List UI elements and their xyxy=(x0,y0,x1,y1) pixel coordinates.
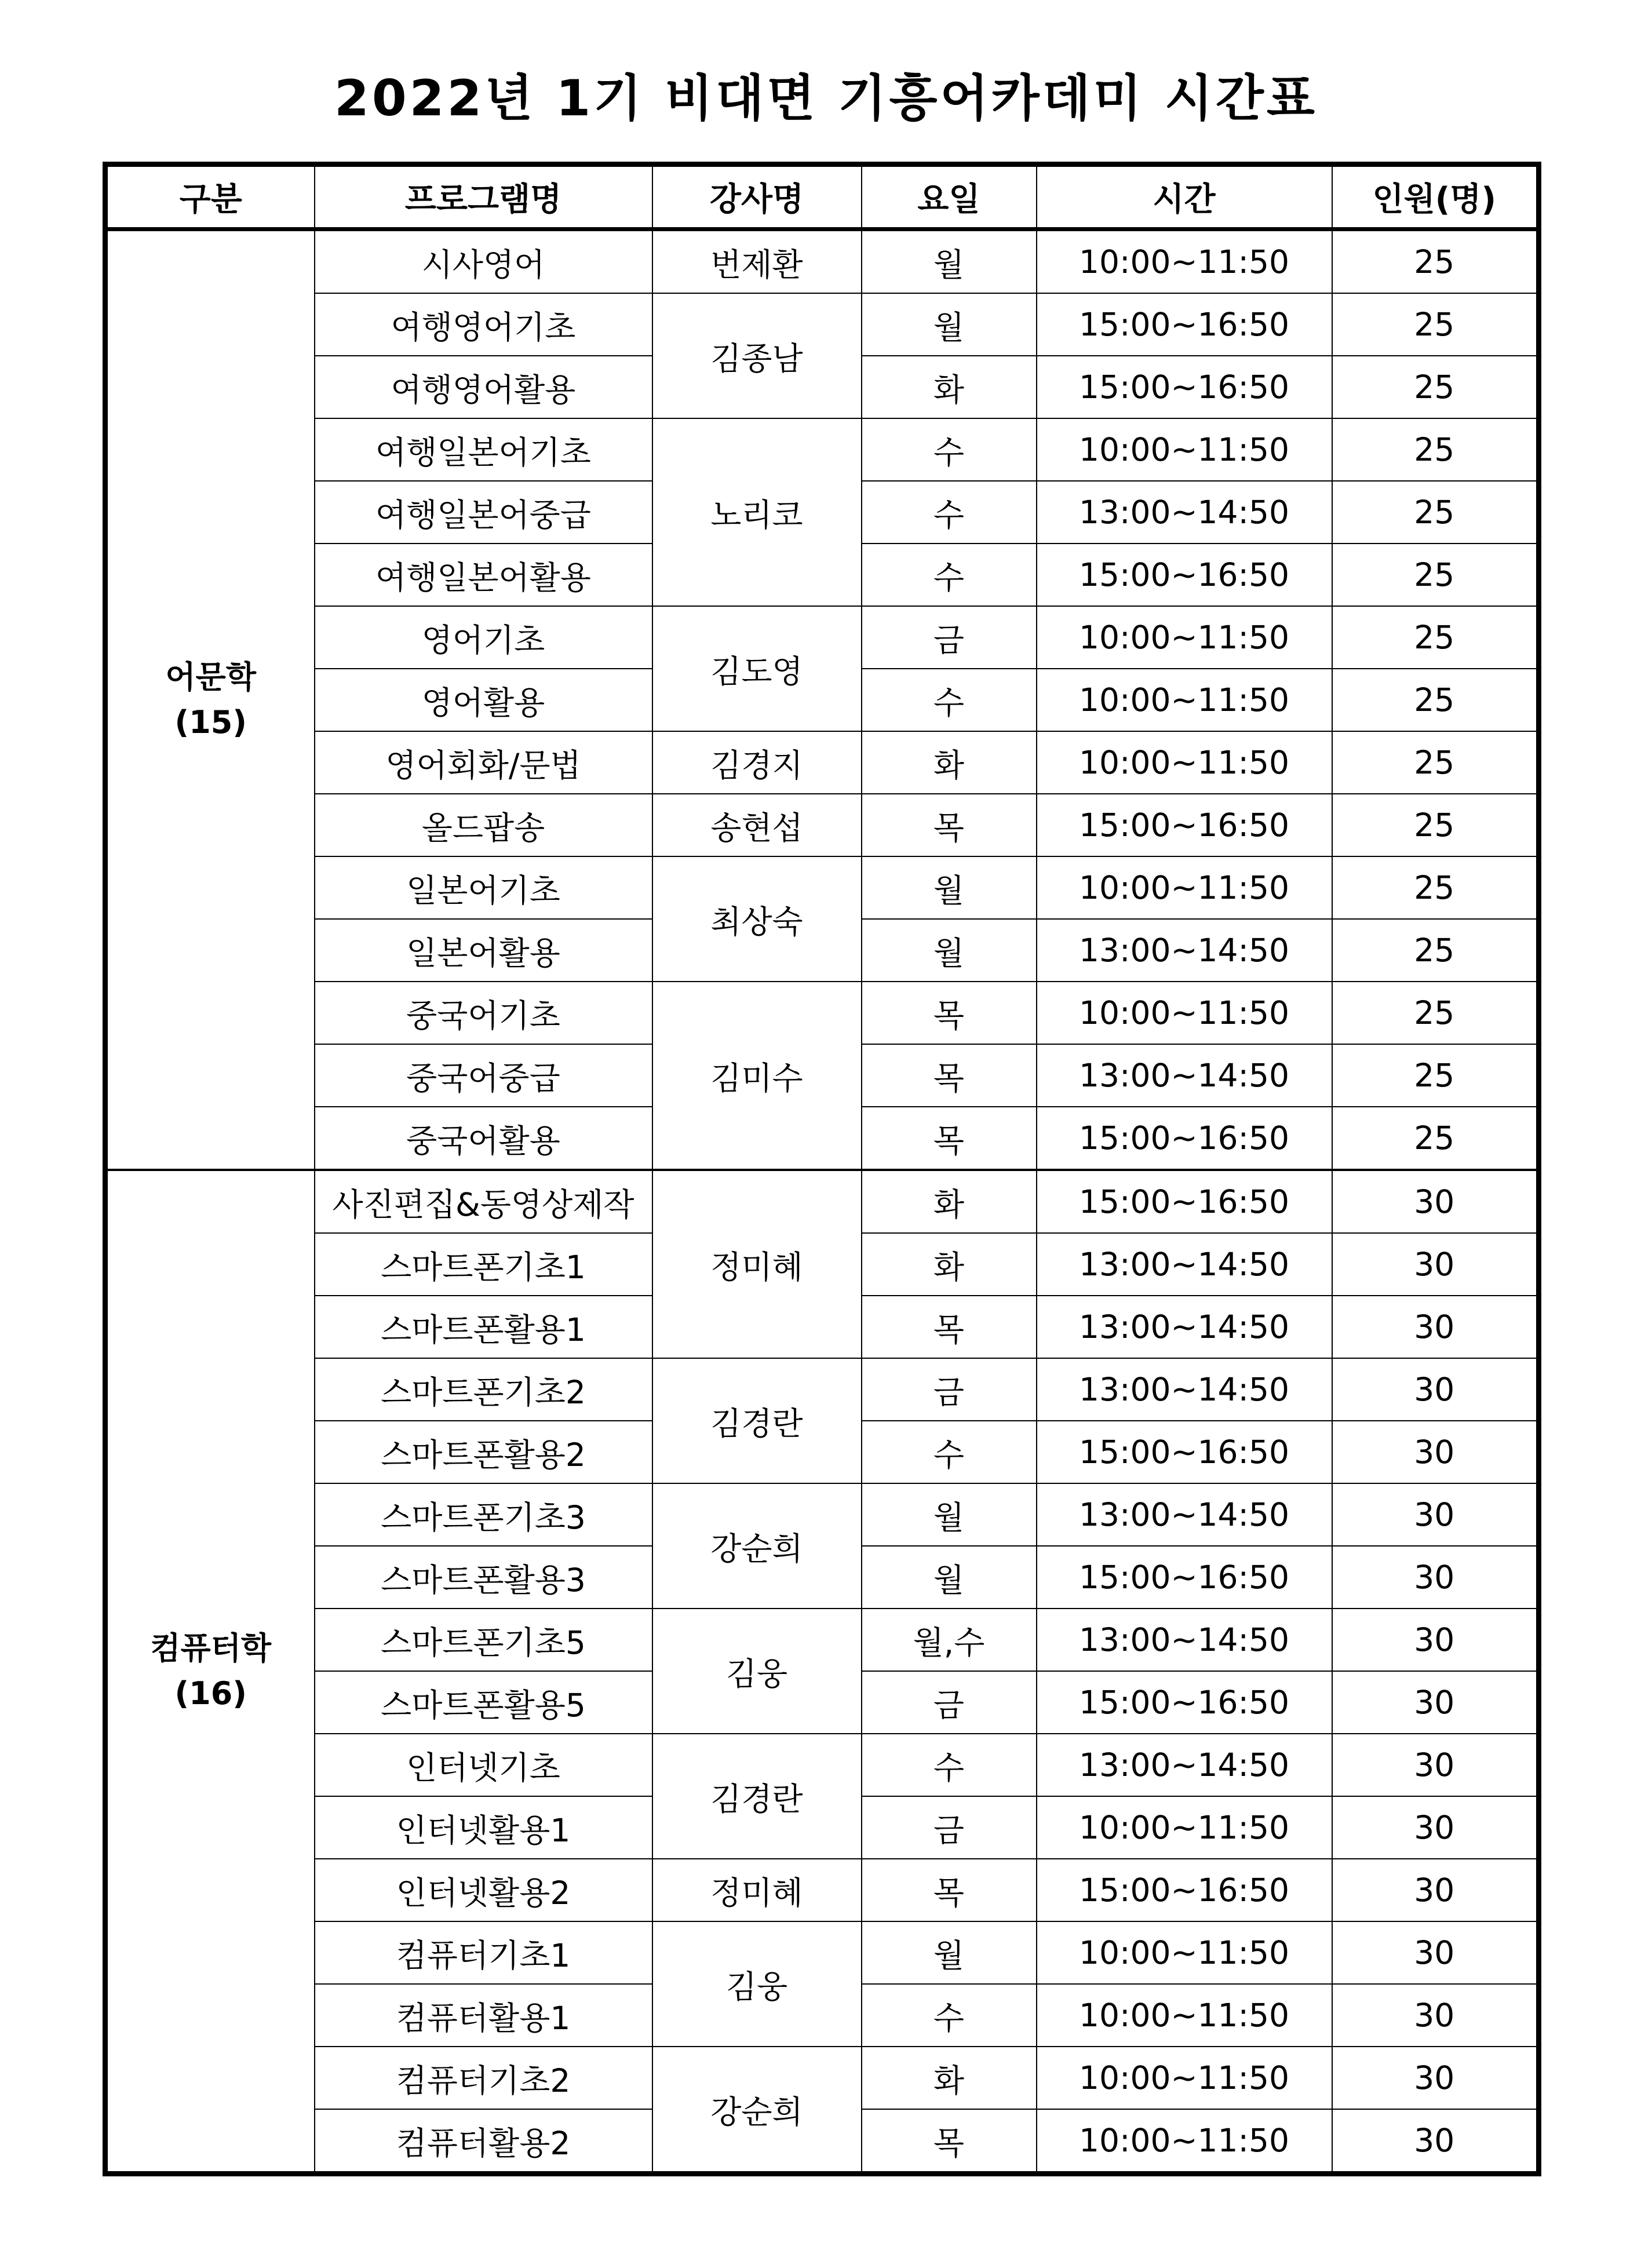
capacity-cell: 25 xyxy=(1332,606,1539,669)
table-row xyxy=(105,1859,1539,1921)
program-cell: 인터넷기초 xyxy=(315,1734,652,1796)
capacity-cell: 30 xyxy=(1332,1921,1539,1984)
table-row xyxy=(105,1483,1539,1546)
capacity-cell: 25 xyxy=(1332,982,1539,1044)
time-cell: 10:00~11:50 xyxy=(1037,1984,1332,2047)
instructor-cell: 정미혜 xyxy=(652,1859,862,1921)
header-category: 구분 xyxy=(105,165,315,229)
day-cell: 목 xyxy=(862,982,1037,1044)
program-cell: 사진편집&동영상제작 xyxy=(315,1170,652,1233)
day-cell: 수 xyxy=(862,1984,1037,2047)
time-cell: 10:00~11:50 xyxy=(1037,731,1332,794)
program-cell: 여행영어기초 xyxy=(315,293,652,356)
program-cell: 중국어활용 xyxy=(315,1107,652,1170)
day-cell: 목 xyxy=(862,2109,1037,2174)
program-cell: 여행일본어활용 xyxy=(315,544,652,606)
table-row xyxy=(105,1921,1539,1984)
table-row xyxy=(105,606,1539,669)
capacity-cell: 30 xyxy=(1332,2109,1539,2174)
day-cell: 금 xyxy=(862,1796,1037,1859)
capacity-cell: 30 xyxy=(1332,1984,1539,2047)
capacity-cell: 30 xyxy=(1332,1734,1539,1796)
capacity-cell: 25 xyxy=(1332,418,1539,481)
header-instructor: 강사명 xyxy=(652,165,862,229)
day-cell: 월 xyxy=(862,856,1037,919)
day-cell: 화 xyxy=(862,2047,1037,2109)
time-cell: 10:00~11:50 xyxy=(1037,2047,1332,2109)
time-cell: 15:00~16:50 xyxy=(1037,794,1332,856)
time-cell: 15:00~16:50 xyxy=(1037,1107,1332,1170)
capacity-cell: 30 xyxy=(1332,1609,1539,1671)
capacity-cell: 25 xyxy=(1332,731,1539,794)
program-cell: 중국어기초 xyxy=(315,982,652,1044)
table-row xyxy=(105,1734,1539,1796)
instructor-cell: 김웅 xyxy=(652,1921,862,2047)
table-row xyxy=(105,856,1539,919)
instructor-cell: 김종남 xyxy=(652,293,862,418)
program-cell: 영어회화/문법 xyxy=(315,731,652,794)
time-cell: 10:00~11:50 xyxy=(1037,1921,1332,1984)
instructor-cell: 김미수 xyxy=(652,982,862,1170)
day-cell: 수 xyxy=(862,1421,1037,1483)
time-cell: 10:00~11:50 xyxy=(1037,1796,1332,1859)
header-row xyxy=(105,165,1539,229)
capacity-cell: 25 xyxy=(1332,919,1539,982)
day-cell: 금 xyxy=(862,1358,1037,1421)
day-cell: 월 xyxy=(862,919,1037,982)
category-name: 컴퓨터학 xyxy=(150,1630,272,1666)
day-cell: 월 xyxy=(862,229,1037,294)
capacity-cell: 30 xyxy=(1332,1358,1539,1421)
program-cell: 일본어기초 xyxy=(315,856,652,919)
capacity-cell: 30 xyxy=(1332,1170,1539,1233)
program-cell: 컴퓨터활용1 xyxy=(315,1984,652,2047)
time-cell: 10:00~11:50 xyxy=(1037,229,1332,294)
time-cell: 15:00~16:50 xyxy=(1037,544,1332,606)
time-cell: 13:00~14:50 xyxy=(1037,919,1332,982)
header-program: 프로그램명 xyxy=(315,165,652,229)
category-count: (16) xyxy=(174,1675,247,1712)
schedule-table xyxy=(103,162,1541,2176)
capacity-cell: 25 xyxy=(1332,856,1539,919)
program-cell: 시사영어 xyxy=(315,229,652,294)
program-cell: 여행일본어중급 xyxy=(315,481,652,544)
time-cell: 13:00~14:50 xyxy=(1037,1233,1332,1296)
instructor-cell: 김웅 xyxy=(652,1609,862,1734)
table-body xyxy=(105,229,1539,2174)
day-cell: 수 xyxy=(862,481,1037,544)
capacity-cell: 30 xyxy=(1332,1483,1539,1546)
program-cell: 스마트폰활용2 xyxy=(315,1421,652,1483)
time-cell: 15:00~16:50 xyxy=(1037,1671,1332,1734)
capacity-cell: 25 xyxy=(1332,293,1539,356)
capacity-cell: 30 xyxy=(1332,1671,1539,1734)
time-cell: 13:00~14:50 xyxy=(1037,1734,1332,1796)
time-cell: 13:00~14:50 xyxy=(1037,1044,1332,1107)
day-cell: 수 xyxy=(862,418,1037,481)
time-cell: 13:00~14:50 xyxy=(1037,481,1332,544)
time-cell: 10:00~11:50 xyxy=(1037,669,1332,731)
day-cell: 월 xyxy=(862,293,1037,356)
program-cell: 영어기초 xyxy=(315,606,652,669)
capacity-cell: 30 xyxy=(1332,1859,1539,1921)
time-cell: 15:00~16:50 xyxy=(1037,1170,1332,1233)
capacity-cell: 25 xyxy=(1332,669,1539,731)
category-cell xyxy=(105,1170,315,2174)
day-cell: 목 xyxy=(862,794,1037,856)
table-row xyxy=(105,2047,1539,2109)
program-cell: 영어활용 xyxy=(315,669,652,731)
capacity-cell: 25 xyxy=(1332,794,1539,856)
day-cell: 수 xyxy=(862,544,1037,606)
category-name: 어문학 xyxy=(165,659,256,695)
instructor-cell: 김도영 xyxy=(652,606,862,731)
program-cell: 중국어중급 xyxy=(315,1044,652,1107)
category-count: (15) xyxy=(174,704,247,741)
program-cell: 인터넷활용2 xyxy=(315,1859,652,1921)
program-cell: 스마트폰활용5 xyxy=(315,1671,652,1734)
instructor-cell: 번제환 xyxy=(652,229,862,294)
day-cell: 수 xyxy=(862,669,1037,731)
capacity-cell: 25 xyxy=(1332,544,1539,606)
instructor-cell: 강순희 xyxy=(652,1483,862,1609)
time-cell: 10:00~11:50 xyxy=(1037,606,1332,669)
time-cell: 13:00~14:50 xyxy=(1037,1483,1332,1546)
instructor-cell: 정미혜 xyxy=(652,1170,862,1358)
program-cell: 스마트폰기초1 xyxy=(315,1233,652,1296)
instructor-cell: 김경란 xyxy=(652,1734,862,1859)
program-cell: 인터넷활용1 xyxy=(315,1796,652,1859)
program-cell: 스마트폰기초3 xyxy=(315,1483,652,1546)
capacity-cell: 25 xyxy=(1332,1044,1539,1107)
header-day: 요일 xyxy=(862,165,1037,229)
table-row xyxy=(105,794,1539,856)
day-cell: 화 xyxy=(862,1170,1037,1233)
table-row xyxy=(105,1609,1539,1671)
day-cell: 월 xyxy=(862,1483,1037,1546)
program-cell: 스마트폰기초2 xyxy=(315,1358,652,1421)
time-cell: 13:00~14:50 xyxy=(1037,1609,1332,1671)
day-cell: 목 xyxy=(862,1044,1037,1107)
program-cell: 컴퓨터기초2 xyxy=(315,2047,652,2109)
day-cell: 월 xyxy=(862,1546,1037,1609)
instructor-cell: 최상숙 xyxy=(652,856,862,982)
program-cell: 일본어활용 xyxy=(315,919,652,982)
program-cell: 컴퓨터기초1 xyxy=(315,1921,652,1984)
capacity-cell: 30 xyxy=(1332,1296,1539,1358)
page-title: 2022년 1기 비대면 기흥어카데미 시간표 xyxy=(334,70,1318,127)
table-row xyxy=(105,418,1539,481)
day-cell: 화 xyxy=(862,1233,1037,1296)
capacity-cell: 25 xyxy=(1332,356,1539,418)
program-cell: 여행영어활용 xyxy=(315,356,652,418)
table-row xyxy=(105,982,1539,1044)
day-cell: 금 xyxy=(862,1671,1037,1734)
table-row xyxy=(105,731,1539,794)
time-cell: 10:00~11:50 xyxy=(1037,856,1332,919)
capacity-cell: 30 xyxy=(1332,1421,1539,1483)
instructor-cell: 김경란 xyxy=(652,1358,862,1483)
instructor-cell: 송현섭 xyxy=(652,794,862,856)
day-cell: 화 xyxy=(862,356,1037,418)
capacity-cell: 30 xyxy=(1332,2047,1539,2109)
time-cell: 15:00~16:50 xyxy=(1037,293,1332,356)
program-cell: 스마트폰활용1 xyxy=(315,1296,652,1358)
day-cell: 월,수 xyxy=(862,1609,1037,1671)
time-cell: 10:00~11:50 xyxy=(1037,982,1332,1044)
table-row xyxy=(105,229,1539,294)
table-row xyxy=(105,293,1539,356)
capacity-cell: 30 xyxy=(1332,1796,1539,1859)
header-capacity: 인원(명) xyxy=(1332,165,1539,229)
table-header xyxy=(105,165,1539,229)
header-time: 시간 xyxy=(1037,165,1332,229)
category-cell xyxy=(105,229,315,1170)
time-cell: 10:00~11:50 xyxy=(1037,418,1332,481)
day-cell: 금 xyxy=(862,606,1037,669)
instructor-cell: 김경지 xyxy=(652,731,862,794)
capacity-cell: 25 xyxy=(1332,481,1539,544)
program-cell: 스마트폰기초5 xyxy=(315,1609,652,1671)
time-cell: 15:00~16:50 xyxy=(1037,1546,1332,1609)
day-cell: 화 xyxy=(862,731,1037,794)
time-cell: 13:00~14:50 xyxy=(1037,1358,1332,1421)
instructor-cell: 노리코 xyxy=(652,418,862,606)
program-cell: 여행일본어기초 xyxy=(315,418,652,481)
day-cell: 월 xyxy=(862,1921,1037,1984)
time-cell: 15:00~16:50 xyxy=(1037,356,1332,418)
time-cell: 10:00~11:50 xyxy=(1037,2109,1332,2174)
time-cell: 15:00~16:50 xyxy=(1037,1421,1332,1483)
capacity-cell: 30 xyxy=(1332,1546,1539,1609)
instructor-cell: 강순희 xyxy=(652,2047,862,2174)
program-cell: 컴퓨터활용2 xyxy=(315,2109,652,2174)
day-cell: 목 xyxy=(862,1859,1037,1921)
capacity-cell: 25 xyxy=(1332,1107,1539,1170)
day-cell: 목 xyxy=(862,1107,1037,1170)
day-cell: 목 xyxy=(862,1296,1037,1358)
program-cell: 올드팝송 xyxy=(315,794,652,856)
table-row xyxy=(105,1358,1539,1421)
capacity-cell: 25 xyxy=(1332,229,1539,294)
time-cell: 13:00~14:50 xyxy=(1037,1296,1332,1358)
time-cell: 15:00~16:50 xyxy=(1037,1859,1332,1921)
table-row xyxy=(105,1170,1539,1233)
program-cell: 스마트폰활용3 xyxy=(315,1546,652,1609)
day-cell: 수 xyxy=(862,1734,1037,1796)
capacity-cell: 30 xyxy=(1332,1233,1539,1296)
